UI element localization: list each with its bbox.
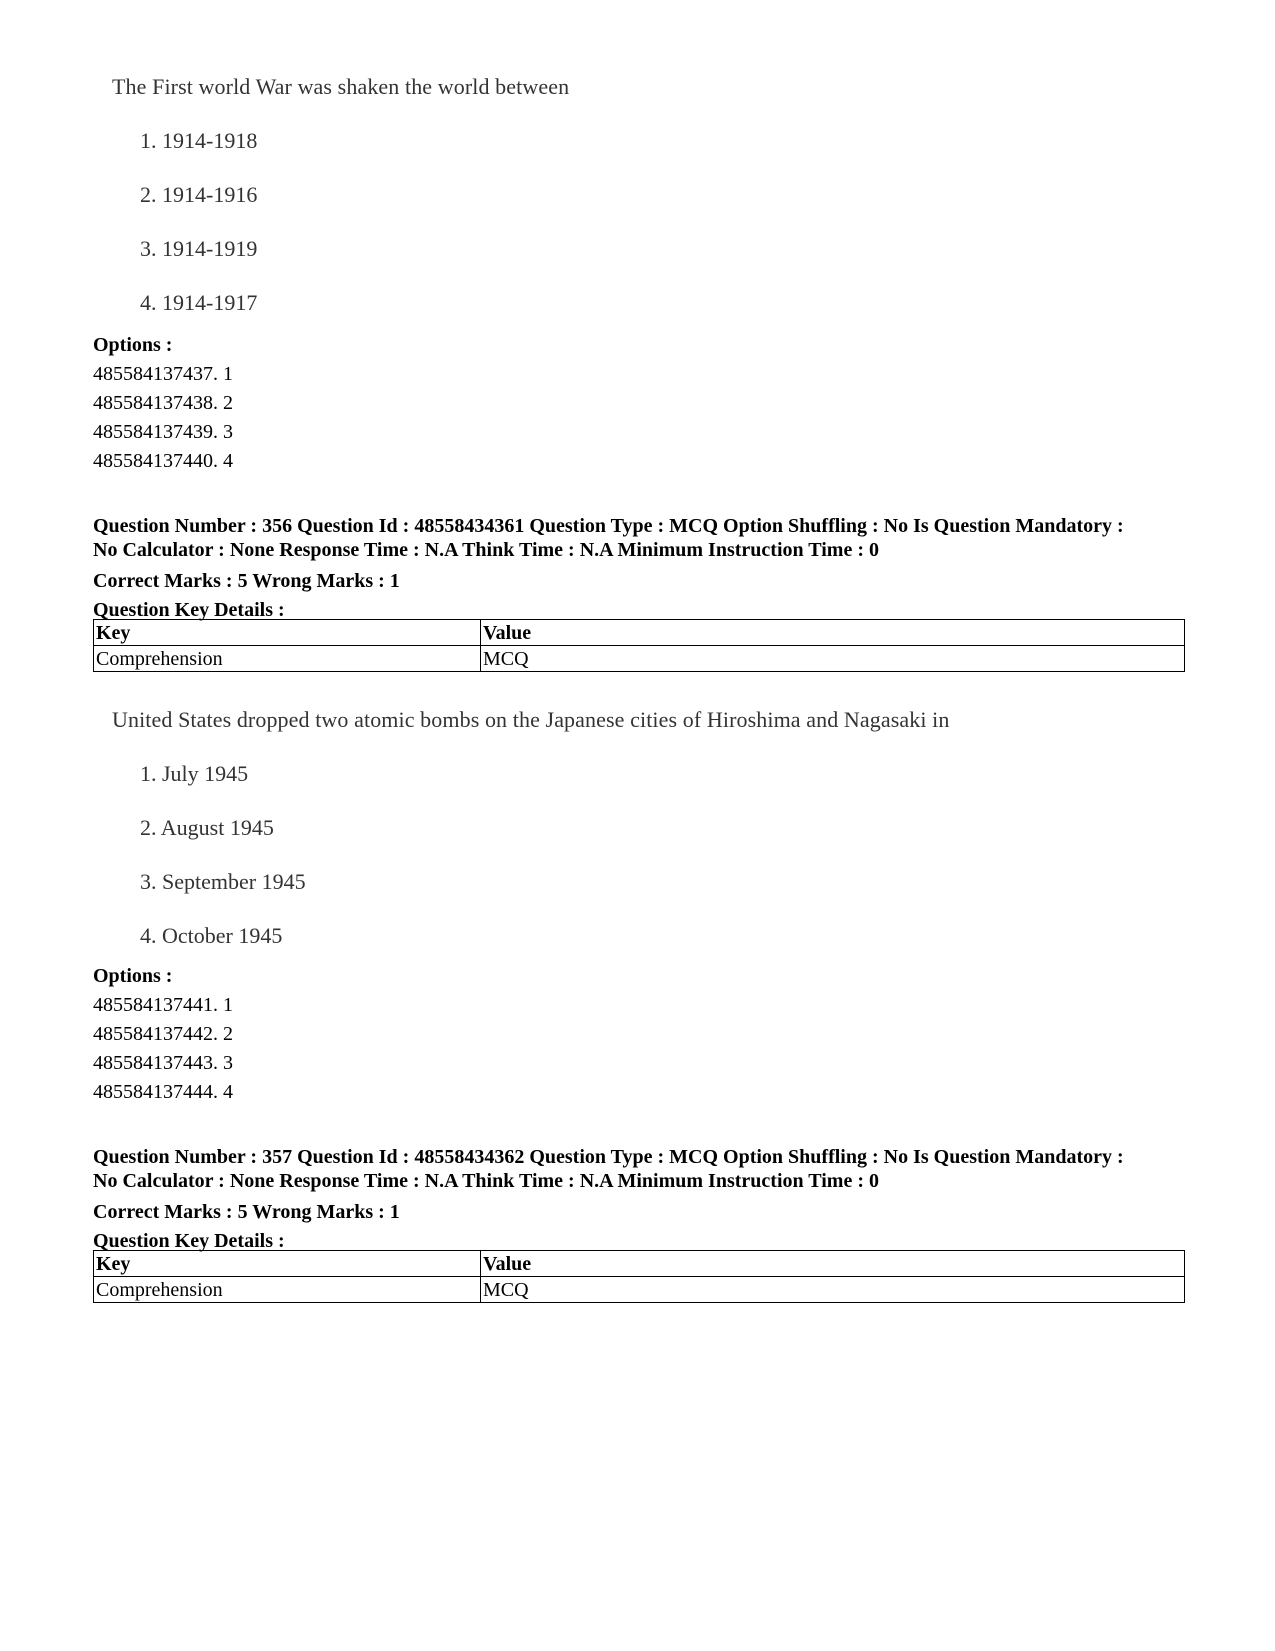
key-table-356 <box>93 619 1185 672</box>
marks-line: Correct Marks : 5 Wrong Marks : 1 <box>93 570 400 592</box>
options-heading: Options : <box>93 965 173 987</box>
choice-item: 2. August 1945 <box>140 815 274 840</box>
option-line: 485584137442. 2 <box>93 1023 233 1045</box>
question-meta-line2: No Calculator : None Response Time : N.A Think Time : N.A Minimum Instruction Time : 0 <box>93 1170 879 1192</box>
question-meta-line1: Question Number : 356 Question Id : 48558434361 Question Type : MCQ Option Shuffling : No Is Question Mandatory : <box>93 515 1124 537</box>
key-table-357 <box>93 1250 1185 1303</box>
option-line: 485584137437. 1 <box>93 363 233 385</box>
key-details-heading: Question Key Details : <box>93 1230 285 1252</box>
option-line: 485584137444. 4 <box>93 1081 233 1103</box>
table-cell: Comprehension <box>94 646 481 672</box>
question-image-1 <box>112 73 569 317</box>
question-stem: United States dropped two atomic bombs on the Japanese cities of Hiroshima and Nagasaki in <box>112 707 950 732</box>
table-header-value: Value <box>481 620 1185 646</box>
table-header-key: Key <box>94 1251 481 1277</box>
option-line: 485584137439. 3 <box>93 421 233 443</box>
table-header-row <box>94 1251 1185 1277</box>
table-cell: MCQ <box>481 646 1185 672</box>
choice-item: 4. October 1945 <box>140 923 283 948</box>
options-block-1 <box>93 331 233 476</box>
table-cell: Comprehension <box>94 1277 481 1303</box>
option-line: 485584137440. 4 <box>93 450 233 472</box>
table-header-row <box>94 620 1185 646</box>
choice-item: 2. 1914-1916 <box>140 182 258 207</box>
question-meta-356 <box>93 514 1193 625</box>
question-stem: The First world War was shaken the world between <box>112 74 570 99</box>
options-block-2 <box>93 962 233 1107</box>
choice-list <box>112 760 949 950</box>
table-header-value: Value <box>481 1251 1185 1277</box>
choice-item: 3. 1914-1919 <box>140 236 258 261</box>
question-meta-357 <box>93 1145 1193 1256</box>
question-image-2 <box>112 706 949 950</box>
option-line: 485584137438. 2 <box>93 392 233 414</box>
option-line: 485584137441. 1 <box>93 994 233 1016</box>
choice-item: 1. July 1945 <box>140 761 249 786</box>
table-header-key: Key <box>94 620 481 646</box>
table-row <box>94 1277 1185 1303</box>
table-cell: MCQ <box>481 1277 1185 1303</box>
marks-line: Correct Marks : 5 Wrong Marks : 1 <box>93 1201 400 1223</box>
choice-item: 3. September 1945 <box>140 869 306 894</box>
choice-item: 4. 1914-1917 <box>140 290 258 315</box>
options-heading: Options : <box>93 334 173 356</box>
key-details-heading: Question Key Details : <box>93 599 285 621</box>
question-meta-line1: Question Number : 357 Question Id : 48558434362 Question Type : MCQ Option Shuffling : No Is Question Mandatory : <box>93 1146 1124 1168</box>
option-line: 485584137443. 3 <box>93 1052 233 1074</box>
choice-list <box>112 127 569 317</box>
table-row <box>94 646 1185 672</box>
question-meta-line2: No Calculator : None Response Time : N.A Think Time : N.A Minimum Instruction Time : 0 <box>93 539 879 561</box>
choice-item: 1. 1914-1918 <box>140 128 258 153</box>
